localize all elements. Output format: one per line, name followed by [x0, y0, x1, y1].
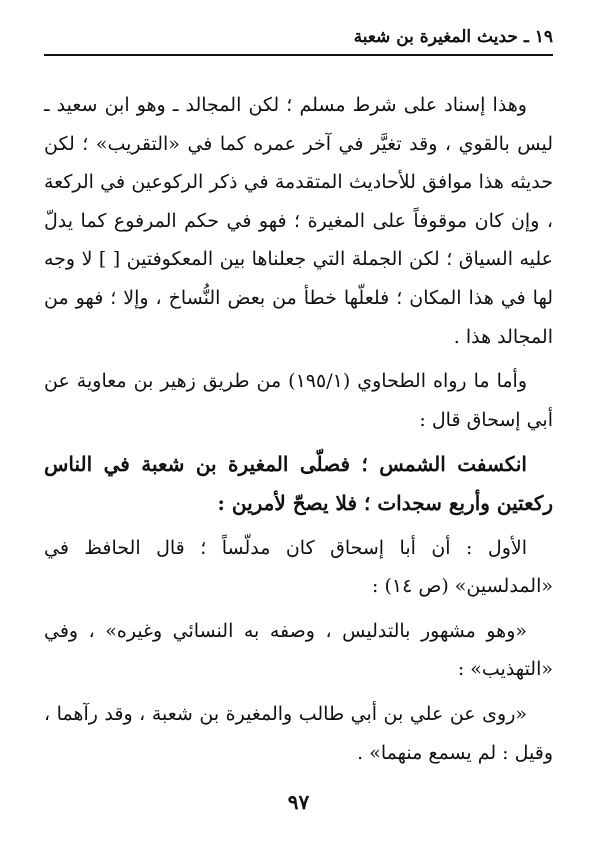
paragraph-tahawi-narration: وأما ما رواه الطحاوي (١٩٥/١) من طريق زهير بن معاوية عن أبي إسحاق قال :: [44, 370, 553, 431]
paragraph-tahdhib-quote: «روى عن علي بن أبي طالب والمغيرة بن شعبة ، وقد رآهما ، وقيل : لم يسمع منهما» .: [44, 702, 553, 764]
page-body: [44, 86, 553, 772]
header-rule: [44, 54, 553, 56]
paragraph-isnad-evaluation: وهذا إسناد على شرط مسلم ؛ لكن المجالد ـ وهو ابن سعيد ـ ليس بالقوي ، وقد تغيَّر في آخر عمره كما في «التقريب» ؛ لكن حديثه هذا موافق للأحاديث المتقدمة في ذكر الركوعين في الركعة ، وإن كان موقوفاً على المغيرة ؛ فهو في حكم المرفوع كما يدلّ عليه السياق ؛ لكن الجملة التي جعلناها بين المعكوفتين [ ] لا وجه لها في هذا المكان ؛ فلعلّها خطأ من بعض النُّساخ ، وإلا ؛ فهو من المجالد هذا .: [44, 94, 553, 348]
paragraph-first-reason: الأول : أن أبا إسحاق كان مدلّساً ؛ قال الحافظ في «المدلسين» (ص ١٤) :: [44, 536, 553, 598]
page-number: ٩٧: [287, 790, 310, 814]
paragraph-hadith-text: انكسفت الشمس ؛ فصلّى المغيرة بن شعبة في الناس ركعتين وأربع سجدات ؛ فلا يصحّ لأمرين :: [44, 452, 553, 515]
paragraph-tadlis-quote: «وهو مشهور بالتدليس ، وصفه به النسائي وغيره» ، وفي «التهذيب» :: [44, 619, 553, 681]
running-header: ١٩ ـ حديث المغيرة بن شعبة: [353, 27, 553, 47]
